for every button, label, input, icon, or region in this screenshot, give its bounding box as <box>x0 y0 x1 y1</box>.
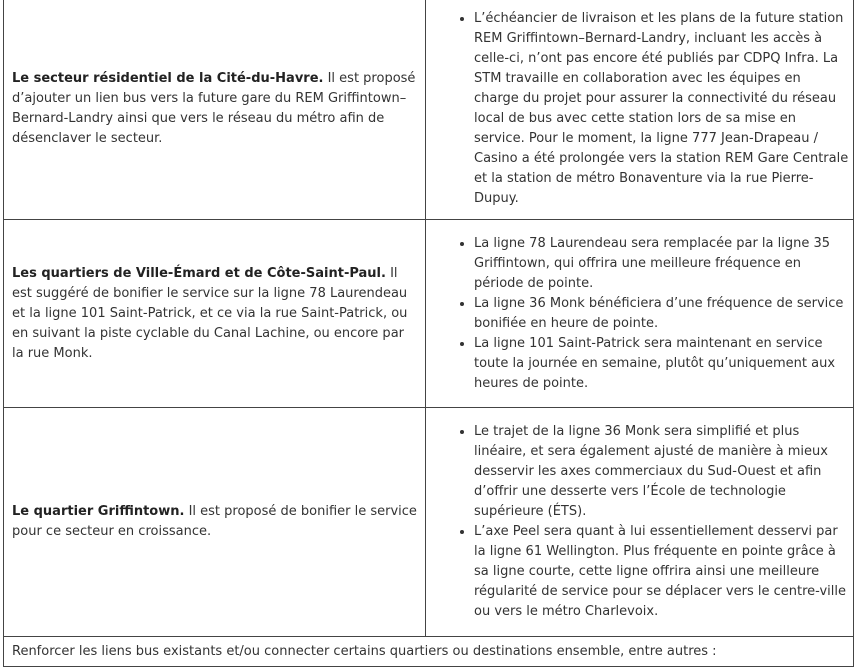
response-item: • La ligne 78 Laurendeau sera remplacée par la ligne 35 Griffintown, qui offrira une meilleure fréquence en période de pointe. <box>474 234 849 294</box>
proposals-table <box>3 0 854 667</box>
sector-description: Il est proposé d’ajouter un lien bus vers la future gare du REM Griffintown–Bernard-Landry ainsi que vers le réseau du métro afin de désenclaver le secteur. <box>12 71 416 146</box>
response-list <box>426 234 849 394</box>
sector-description: Il est suggéré de bonifier le service sur la ligne 78 Laurendeau et la ligne 101 Saint-Patrick, et ce via la rue Saint-Patrick, ou en suivant la piste cyclable du Canal Lachine, ou encore par la rue Monk. <box>12 265 408 361</box>
response-list <box>426 9 849 209</box>
response-cell <box>426 0 854 220</box>
response-cell <box>426 408 854 637</box>
sector-name: Le secteur résidentiel de la Cité-du-Havre. <box>12 71 324 86</box>
sector-description: Il est proposé de bonifier le service pour ce secteur en croissance. <box>12 504 417 539</box>
response-item: • La ligne 101 Saint-Patrick sera maintenant en service toute la journée en semaine, plutôt qu’uniquement aux heures de pointe. <box>474 334 849 394</box>
response-list <box>426 422 849 622</box>
section-heading: Renforcer les liens bus existants et/ou connecter certains quartiers ou destinations ensemble, entre autres : <box>4 637 854 667</box>
table-row <box>4 637 854 667</box>
table-row <box>4 220 854 408</box>
response-item: • Le trajet de la ligne 36 Monk sera simplifié et plus linéaire, et sera également ajusté de manière à mieux desservir les axes commerciaux du Sud-Ouest et afin d’offrir une desserte vers l’École de technologie supérieure (ÉTS). <box>474 422 849 522</box>
sector-name: Les quartiers de Ville-Émard et de Côte-Saint-Paul. <box>12 265 386 281</box>
response-item: • L’échéancier de livraison et les plans de la future station REM Griffintown–Bernard-Landry, incluant les accès à celle-ci, n’ont pas encore été publiés par CDPQ Infra. La STM travaille en collaboration avec les équipes en charge du projet pour assurer la connectivité du réseau local de bus avec cette station lors de sa mise en service. Pour le moment, la ligne 777 Jean-Drapeau / Casino a été prolongée vers la station REM Gare Centrale et la station de métro Bonaventure via la rue Pierre-Dupuy. <box>474 9 849 209</box>
response-item: • L’axe Peel sera quant à lui essentiellement desservi par la ligne 61 Wellington. Plus fréquente en pointe grâce à sa ligne courte, cette ligne offrira ainsi une meilleure régularité de service pour se déplacer vers le centre-ville ou vers le métro Charlevoix. <box>474 522 849 622</box>
sector-name: Le quartier Griffintown. <box>12 504 185 519</box>
response-cell <box>426 220 854 408</box>
sector-cell <box>4 408 426 637</box>
sector-cell <box>4 220 426 408</box>
table-row <box>4 0 854 220</box>
response-item: • La ligne 36 Monk bénéficiera d’une fréquence de service bonifiée en heure de pointe. <box>474 294 849 334</box>
table-row <box>4 408 854 637</box>
sector-cell <box>4 0 426 220</box>
